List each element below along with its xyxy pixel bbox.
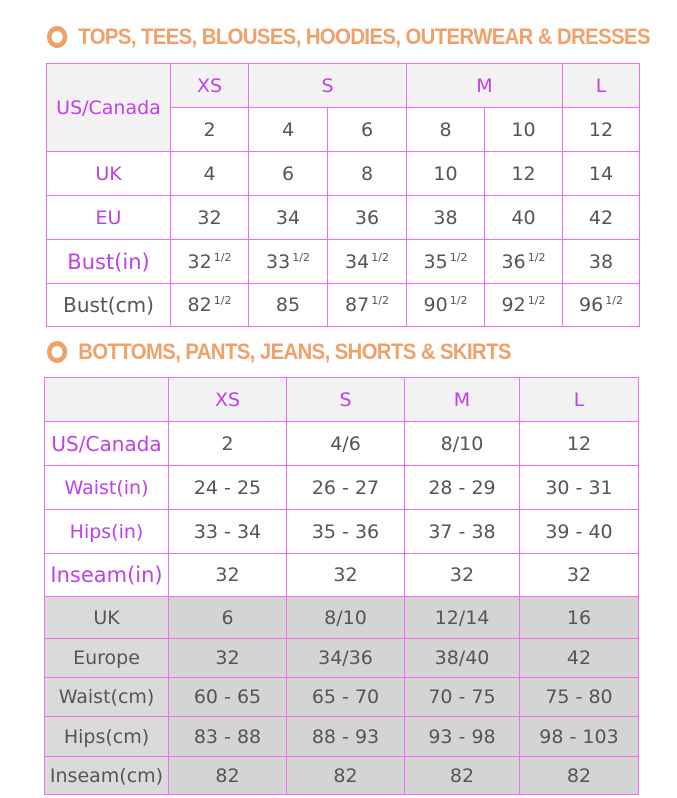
tops-cell: 32 $^{1/2}$: [171, 240, 249, 284]
bottoms-cell: 28 - 29: [405, 466, 520, 510]
tops-cell: 92 $^{1/2}$: [485, 284, 563, 327]
bottoms-cell: 32: [520, 554, 639, 597]
bottoms-row-label: Inseam(in): [45, 554, 169, 597]
bottoms-row-label: Waist(cm): [45, 678, 169, 717]
tops-row-label: EU: [47, 196, 171, 240]
bottoms-cell: 42: [520, 639, 639, 678]
tops-us-cell: 10: [485, 108, 563, 152]
bottoms-cell: 33 - 34: [169, 510, 287, 554]
tops-us-cell: 8: [407, 108, 485, 152]
circle-bullet-icon: [47, 26, 67, 48]
bottoms-row-label: Hips(cm): [45, 717, 169, 757]
bottoms-cell: 26 - 27: [287, 466, 405, 510]
bottoms-cell: 39 - 40: [520, 510, 639, 554]
bottoms-corner-cell: [45, 378, 169, 422]
bottoms-row-label: Inseam(cm): [45, 757, 169, 795]
half-fraction: 1/2: [449, 250, 468, 264]
bottoms-row-hips-in: [45, 510, 639, 554]
tops-cell: 82 $^{1/2}$: [171, 284, 249, 327]
bottoms-cell: 32: [405, 554, 520, 597]
tops-title-text: TOPS, TEES, BLOUSES, HOODIES, OUTERWEAR & DRESSES: [78, 24, 650, 49]
tops-cell: 35 $^{1/2}$: [407, 240, 485, 284]
half-fraction: 1/2: [213, 294, 232, 307]
bottoms-cell: 83 - 88: [169, 717, 287, 757]
bottoms-cell: 82: [169, 757, 287, 795]
tops-cell: 8: [328, 152, 407, 196]
tops-cell: 36 $^{1/2}$: [485, 240, 563, 284]
tops-us-cell: 4: [249, 108, 328, 152]
bottoms-row-uk: [45, 597, 639, 639]
tops-cell: 96 $^{1/2}$: [563, 284, 640, 327]
tops-cell: 32: [171, 196, 249, 240]
bottoms-title-text: BOTTOMS, PANTS, JEANS, SHORTS & SKIRTS: [78, 339, 511, 364]
bottoms-cell: 12: [520, 422, 639, 466]
tops-row-eu: [47, 196, 640, 240]
tops-cell: 85: [249, 284, 328, 327]
bottoms-cell: 82: [520, 757, 639, 795]
bottoms-size-table: [44, 377, 639, 795]
tops-cell: 42: [563, 196, 640, 240]
tops-row-bust-in: [47, 240, 640, 284]
half-fraction: 1/2: [527, 294, 546, 307]
tops-cell: 36: [328, 196, 407, 240]
half-fraction: 1/2: [371, 250, 389, 264]
tops-cell: 34: [249, 196, 328, 240]
tops-section-title: [47, 24, 650, 50]
tops-cell: 38: [563, 240, 640, 284]
bottoms-row-inseam-in: [45, 554, 639, 597]
half-fraction: 1/2: [605, 294, 623, 307]
bottoms-size-l: L: [520, 378, 639, 422]
bottoms-cell: 32: [169, 639, 287, 678]
bottoms-section-title: [47, 339, 511, 365]
circle-bullet-icon: [47, 341, 67, 363]
tops-size-xs: XS: [171, 64, 249, 108]
bottoms-cell: 8/10: [405, 422, 520, 466]
bottoms-cell: 32: [169, 554, 287, 597]
tops-us-label: US/Canada: [47, 64, 171, 152]
bottoms-row-waist-in: [45, 466, 639, 510]
half-fraction: 1/2: [213, 250, 232, 264]
tops-size-m: M: [407, 64, 563, 108]
bottoms-cell: 60 - 65: [169, 678, 287, 717]
half-fraction: 1/2: [527, 250, 546, 264]
tops-cell: 4: [171, 152, 249, 196]
bottoms-cell: 75 - 80: [520, 678, 639, 717]
tops-cell: 40: [485, 196, 563, 240]
bottoms-row-label: Hips(in): [45, 510, 169, 554]
bottoms-row-inseam-cm: [45, 757, 639, 795]
tops-cell: 90 $^{1/2}$: [407, 284, 485, 327]
tops-row-label: UK: [47, 152, 171, 196]
bottoms-cell: 82: [405, 757, 520, 795]
bottoms-cell: 98 - 103: [520, 717, 639, 757]
bottoms-row-label: Europe: [45, 639, 169, 678]
bottoms-size-m: M: [405, 378, 520, 422]
bottoms-cell: 16: [520, 597, 639, 639]
bottoms-cell: 24 - 25: [169, 466, 287, 510]
bottoms-cell: 37 - 38: [405, 510, 520, 554]
tops-cell: 34 $^{1/2}$: [328, 240, 407, 284]
bottoms-cell: 4/6: [287, 422, 405, 466]
tops-size-l: L: [563, 64, 640, 108]
tops-cell: 33 $^{1/2}$: [249, 240, 328, 284]
bottoms-row-label: US/Canada: [45, 422, 169, 466]
bottoms-cell: 8/10: [287, 597, 405, 639]
tops-row-bust-cm: [47, 284, 640, 327]
bottoms-cell: 30 - 31: [520, 466, 639, 510]
tops-row-label: Bust(cm): [47, 284, 171, 327]
bottoms-row-us: [45, 422, 639, 466]
bottoms-cell: 2: [169, 422, 287, 466]
bottoms-cell: 34/36: [287, 639, 405, 678]
tops-cell: 10: [407, 152, 485, 196]
tops-us-cell: 2: [171, 108, 249, 152]
half-fraction: 1/2: [449, 294, 468, 307]
bottoms-cell: 93 - 98: [405, 717, 520, 757]
bottoms-cell: 88 - 93: [287, 717, 405, 757]
bottoms-cell: 32: [287, 554, 405, 597]
tops-cell: 6: [249, 152, 328, 196]
half-fraction: 1/2: [371, 294, 389, 307]
bottoms-size-xs: XS: [169, 378, 287, 422]
bottoms-cell: 65 - 70: [287, 678, 405, 717]
tops-us-cell: 6: [328, 108, 407, 152]
bottoms-cell: 35 - 36: [287, 510, 405, 554]
tops-size-s: S: [249, 64, 407, 108]
tops-us-cell: 12: [563, 108, 640, 152]
bottoms-cell: 6: [169, 597, 287, 639]
bottoms-row-hips-cm: [45, 717, 639, 757]
tops-cell: 87 $^{1/2}$: [328, 284, 407, 327]
tops-cell: 38: [407, 196, 485, 240]
half-fraction: 1/2: [292, 250, 310, 264]
bottoms-row-europe: [45, 639, 639, 678]
tops-cell: 14: [563, 152, 640, 196]
bottoms-cell: 38/40: [405, 639, 520, 678]
tops-row-uk: [47, 152, 640, 196]
tops-size-table: [46, 63, 640, 327]
bottoms-size-s: S: [287, 378, 405, 422]
bottoms-row-label: UK: [45, 597, 169, 639]
tops-row-label: Bust(in): [47, 240, 171, 284]
bottoms-row-waist-cm: [45, 678, 639, 717]
bottoms-cell: 70 - 75: [405, 678, 520, 717]
bottoms-row-label: Waist(in): [45, 466, 169, 510]
bottoms-cell: 12/14: [405, 597, 520, 639]
bottoms-cell: 82: [287, 757, 405, 795]
tops-cell: 12: [485, 152, 563, 196]
